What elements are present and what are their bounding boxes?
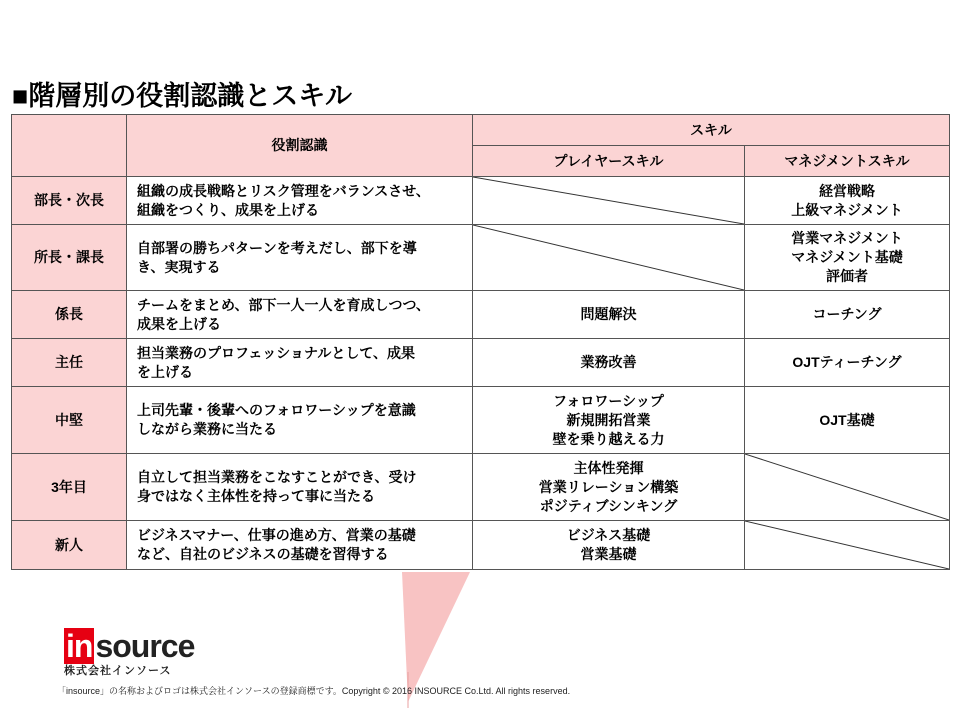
role-line: 組織の成長戦略とリスク管理をバランスさせ、 [137,182,430,199]
insource-logo [64,628,194,678]
role-line: 上司先輩・後輩へのフォロワーシップを意識 [137,402,416,418]
management-cell [745,339,950,387]
page-title: ■階層別の役割認識とスキル [12,81,353,111]
table-row [12,387,950,454]
skill-line: マネジメント基礎 [791,249,903,265]
header-player-skill: プレイヤースキル [473,146,745,177]
management-cell [745,387,950,454]
role-line: を上げる [137,363,193,380]
player-cell [473,454,745,521]
role-cell [127,339,473,387]
skill-line: 上級マネジメント [791,201,903,218]
logo-in-mark: in [66,628,93,664]
diagonal-line [473,225,744,290]
skill-line: 営業基礎 [580,546,637,562]
management-cell-empty [745,454,950,521]
role-line: 自立して担当業務をこなすことができ、受け [137,469,417,485]
level-cell: 新人 [12,521,127,570]
role-line: しながら業務に当たる [137,421,277,437]
skill-line: 評価者 [826,268,868,284]
header-management-skill: マネジメントスキル [745,146,950,177]
level-cell: 部長・次長 [12,177,127,225]
skill-line: 問題解決 [580,306,637,322]
role-line: など、自社のビジネスの基礎を習得する [137,546,389,562]
player-cell [473,291,745,339]
header-role: 役割認識 [127,115,473,177]
table-row [12,177,950,225]
diagonal-line [745,454,949,520]
table-header-row-1 [12,115,950,146]
skill-line: ビジネス基礎 [566,527,651,543]
role-line: 成果を上げる [137,315,221,332]
diagonal-line [473,177,744,224]
header-level-cell [12,115,127,177]
table-row [12,339,950,387]
skill-line: 新規開拓営業 [566,411,651,428]
header-skill: スキル [473,115,950,146]
skill-line: OJTティーチング [792,354,902,370]
skill-line: コーチング [812,306,882,322]
skill-line: 壁を乗り越える力 [552,430,665,447]
level-cell: 3年目 [12,454,127,521]
wedge-shape [402,572,470,702]
table-row [12,291,950,339]
logo-company-name: 株式会社インソース [64,665,172,677]
table-row [12,225,950,291]
table-row [12,454,950,521]
role-cell [127,521,473,570]
skill-line: 営業リレーション構築 [538,478,679,495]
role-line: 組織をつくり、成果を上げる [137,201,319,218]
diagonal-line [745,521,949,569]
copyright-notice: 「insource」の名称およびロゴは株式会社インソースの登録商標です。Copyright © 2016 INSOURCE Co.Ltd. All rights reserved. [57,686,571,696]
skill-line: 経営戦略 [819,182,875,199]
table-row [12,521,950,570]
management-cell [745,177,950,225]
role-line: ビジネスマナー、仕事の進め方、営業の基礎 [137,527,416,543]
management-cell [745,291,950,339]
skill-line: 業務改善 [580,354,637,370]
role-line: 担当業務のプロフェッショナルとして、成果 [137,344,416,361]
level-cell: 中堅 [12,387,127,454]
player-cell [473,521,745,570]
role-skill-table [11,114,950,570]
role-cell [127,291,473,339]
logo-wordmark [64,628,194,664]
player-cell-empty [473,225,745,291]
skill-line: OJT基礎 [819,411,875,428]
level-cell: 所長・課長 [12,225,127,291]
management-cell [745,225,950,291]
player-cell [473,387,745,454]
management-cell-empty [745,521,950,570]
role-cell [127,225,473,291]
skill-line: 主体性発揮 [573,459,644,476]
player-cell-empty [473,177,745,225]
role-cell [127,454,473,521]
logo-source-text: source [95,628,195,664]
skill-line: フォロワーシップ [553,392,664,409]
role-line: 自部署の勝ちパターンを考えだし、部下を導 [137,239,417,256]
level-cell: 主任 [12,339,127,387]
skill-line: 営業マネジメント [791,230,903,246]
role-line: 身ではなく主体性を持って事に当たる [137,488,375,504]
role-line: き、実現する [137,258,221,275]
level-cell: 係長 [12,291,127,339]
skill-line: ポジティブシンキング [539,497,678,514]
role-line: チームをまとめ、部下一人一人を育成しつつ、 [137,296,430,313]
role-cell [127,177,473,225]
player-cell [473,339,745,387]
role-cell [127,387,473,454]
